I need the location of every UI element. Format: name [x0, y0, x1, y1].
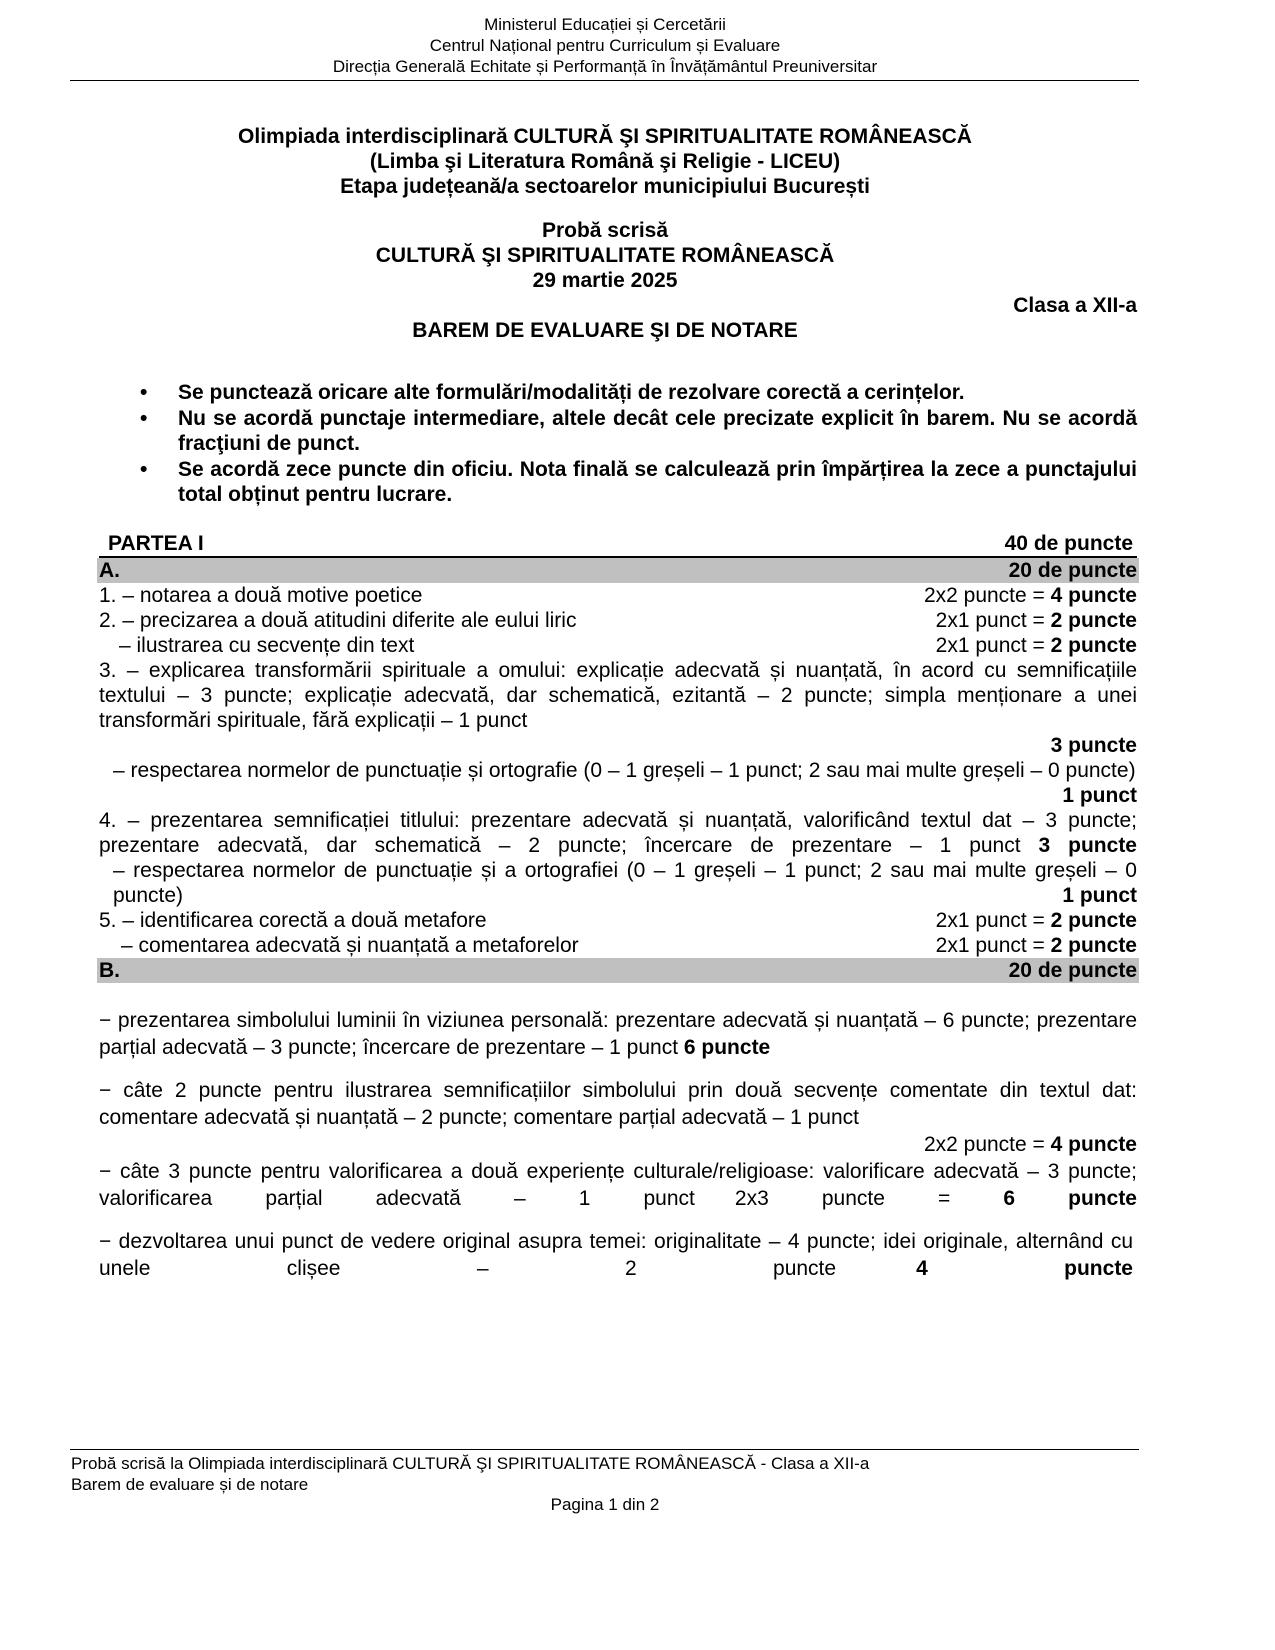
criterion-text: – respectarea normelor de punctuație și ortografie (0 – 1 greșeli – 1 punct; 2 sau mai multe greșeli – 0 puncte) [113, 759, 1136, 782]
part-label: PARTEA I [108, 532, 204, 555]
criterion-text: – ilustrarea cu secvențe din text [119, 634, 415, 657]
criterion-text: – respectarea normelor de punctuație și a ortografiei (0 – 1 greșeli – 1 punct; 2 sau mai multe greșeli – 0 puncte) [113, 859, 1137, 907]
criterion-body: − dezvoltarea unui punct de vedere original asupra temei: originalitate – 4 puncte; idei originale, alternând cu unele clișee – 2 puncte [99, 1230, 1133, 1280]
title-line: CULTURĂ ŞI SPIRITUALITATE ROMÂNEASCĂ [375, 244, 835, 267]
criterion-text: − câte 2 puncte pentru ilustrarea semnificațiilor simbolului prin două secvențe comentate din textul dat: comentare adecvată și nuanțată – 2 puncte; comentare parțial adecvată – 1 punct [99, 1079, 1137, 1129]
section-points: 20 de puncte [1008, 559, 1137, 582]
instruction-item: • Se punctează oricare alte formulări/modalități de rezolvare corectă a cerințelor. [140, 380, 1137, 406]
doc-title [0, 124, 1210, 199]
criterion-text [99, 1007, 1137, 1061]
points-total: 3 puncte [1050, 734, 1137, 757]
exam-date: 29 martie 2025 [532, 269, 678, 292]
directorate: Direcția Generală Echitate și Performanță în Învățământul Preuniversitar [332, 57, 878, 76]
criterion-points [924, 583, 1137, 608]
section-a-heading [97, 558, 1139, 583]
instructions-list [140, 380, 1137, 508]
points-total: 4 puncte [916, 1257, 1133, 1280]
points-formula: 2x1 punct = [935, 634, 1051, 657]
criterion-points [936, 908, 1137, 933]
page-header [0, 14, 1210, 77]
points-total: 1 punct [1062, 884, 1137, 907]
header-divider [70, 80, 1139, 81]
title-line: Olimpiada interdisciplinară CULTURĂ ŞI SPIRITUALITATE ROMÂNEASCĂ [238, 125, 972, 148]
part-heading [99, 532, 1137, 558]
criterion-body: 4. – prezentarea semnificației titlului: prezentare adecvată și nuanțată, valorificând textul dat – 3 puncte; prezentare adecvată, dar schematică – 2 puncte; încercare de prezentare – 1 punct [99, 809, 1137, 857]
page-number: Pagina 1 din 2 [550, 1495, 660, 1514]
title-line: (Limba şi Literatura Română şi Religie - LICEU) [369, 150, 841, 173]
points-total: 2 puncte [1050, 934, 1137, 957]
points-formula: 2x1 punct = [935, 909, 1051, 932]
criterion-text: 5. – identificarea corectă a două metafore [99, 909, 487, 932]
criterion-row [99, 608, 1137, 633]
points-total: 2 puncte [1050, 634, 1137, 657]
criterion-body: − câte 3 puncte pentru valorificarea a două experiențe culturale/religioase: valorificare adecvată – 3 puncte; valorificarea parțial adecvată – 1 punct [99, 1160, 1137, 1210]
points-total: 2 puncte [1050, 609, 1137, 632]
points-total: 6 puncte [683, 1036, 771, 1059]
criterion-text: – comentarea adecvată și nuanțată a metaforelor [121, 934, 579, 957]
criterion-body: − prezentarea simbolului luminii în viziunea personală: prezentare adecvată și nuanțată – 6 puncte; prezentare parțial adecvată – 3 puncte; încercare de prezentare – 1 punct [99, 1009, 1137, 1059]
criterion-points [936, 608, 1137, 633]
scoring-section [99, 532, 1137, 1282]
instruction-item: • Se acordă zece puncte din oficiu. Nota finală se calculează prin împărțirea la zece a punctajului total obținut pentru lucrare. [140, 457, 1137, 508]
section-label: A. [99, 559, 120, 582]
section-b-heading [97, 958, 1139, 983]
criterion-text [99, 808, 1137, 858]
criterion-row [99, 633, 1137, 658]
instruction-item: • Nu se acordă punctaje intermediare, altele decât cele precizate explicit în barem. Nu se acordă fracţiuni de punct. [140, 406, 1137, 457]
section-points: 20 de puncte [1008, 959, 1137, 982]
criterion-row [99, 908, 1137, 933]
points-total: 6 puncte [1003, 1187, 1137, 1210]
criterion-row [99, 933, 1137, 958]
section-label: B. [99, 959, 120, 982]
footer-line: Barem de evaluare și de notare [71, 1475, 309, 1494]
ministry: Ministerul Educației și Cercetării [484, 15, 726, 34]
part-points: 40 de puncte [1004, 532, 1133, 555]
title-line: Probă scrisă [541, 219, 669, 242]
criterion-points [936, 933, 1137, 958]
points-formula: 2x2 puncte = [923, 584, 1051, 607]
criterion-points [99, 1131, 1137, 1158]
page-footer [71, 1453, 869, 1495]
points-formula: 2x1 punct = [935, 934, 1051, 957]
exam-title [0, 218, 1210, 293]
criterion-text: 2. – precizarea a două atitudini diferite ale eului liric [99, 609, 577, 632]
footer-divider [70, 1449, 1139, 1450]
class-label: Clasa a XII-a [1013, 294, 1137, 317]
center: Centrul Național pentru Curriculum și Evaluare [429, 36, 781, 55]
barem-title: BAREM DE EVALUARE ŞI DE NOTARE [412, 319, 798, 342]
criterion-text: 3. – explicarea transformării spirituale a omului: explicație adecvată și nuanțată, în acord cu semnificațiile textului – 3 puncte; explicație adecvată, dar schematică, ezitantă – 2 puncte; simpla menționare a unei transformări spirituale, fără explicații – 1 punct [99, 659, 1137, 732]
points-formula: 2x1 punct = [935, 609, 1051, 632]
points-total: 3 puncte [1038, 834, 1137, 857]
criterion-text [99, 1228, 1137, 1282]
points-total: 1 punct [1062, 784, 1137, 807]
points-total: 2 puncte [1050, 909, 1137, 932]
points-total: 4 puncte [1050, 584, 1137, 607]
title-line: Etapa județeană/a sectoarelor municipiului București [340, 175, 870, 198]
points-formula: 2x2 puncte = [923, 1133, 1051, 1156]
points-formula: 2x3 puncte = [734, 1187, 1004, 1210]
footer-line: Probă scrisă la Olimpiada interdisciplinară CULTURĂ ŞI SPIRITUALITATE ROMÂNEASCĂ - Clasa a XII-a [71, 1454, 870, 1473]
criterion-text [99, 1158, 1137, 1212]
points-total: 4 puncte [1050, 1133, 1137, 1156]
criterion-text: 1. – notarea a două motive poetice [99, 584, 423, 607]
criterion-row [99, 583, 1137, 608]
criterion-points [936, 633, 1137, 658]
